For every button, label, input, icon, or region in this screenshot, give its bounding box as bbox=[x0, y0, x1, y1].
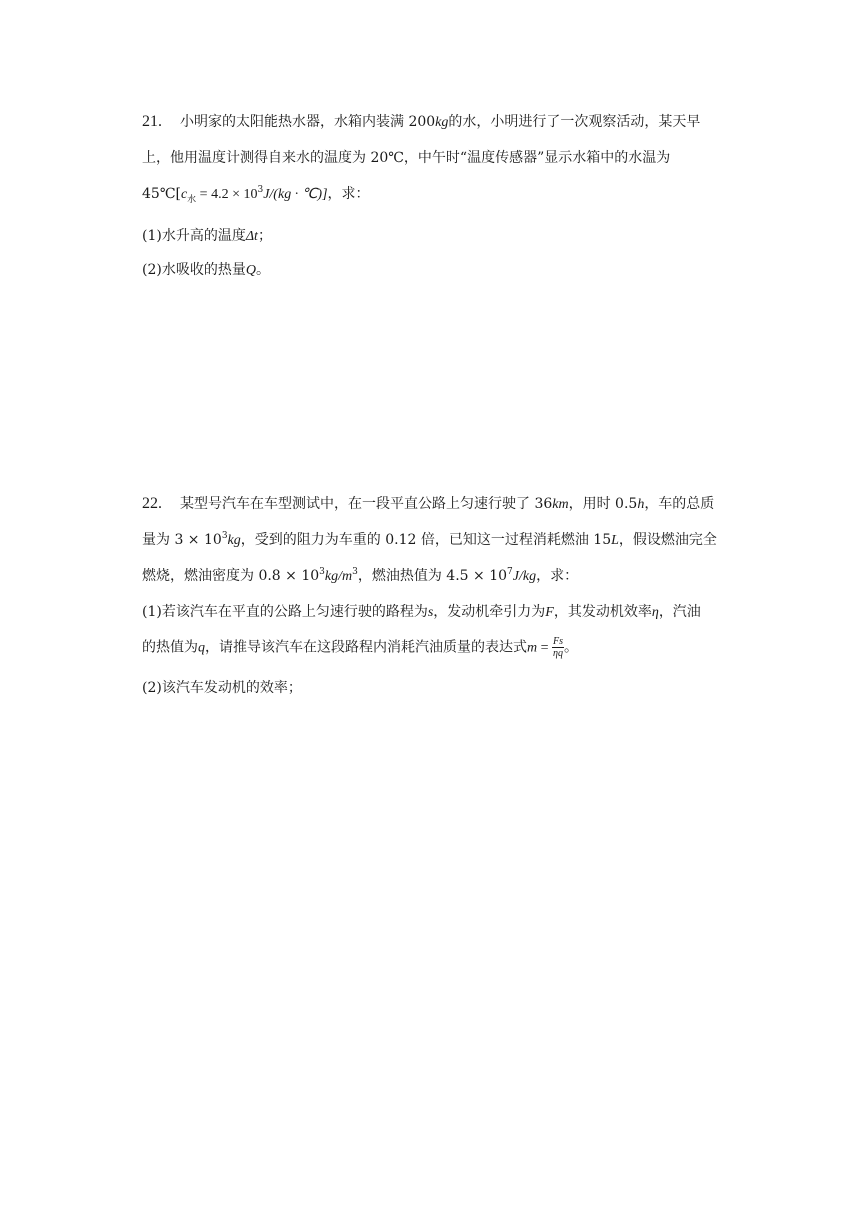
q22-unit-km: km bbox=[552, 497, 569, 512]
q22-symbol-eta: η bbox=[651, 605, 659, 620]
q21-part2-end: 。 bbox=[255, 262, 270, 278]
q22-text: ，用时 0.5 bbox=[568, 496, 638, 512]
q22-part1-text: ，其发动机效率 bbox=[553, 604, 652, 620]
q22-exponent: 3 bbox=[319, 567, 325, 577]
q22-part1-end: 。 bbox=[564, 639, 579, 656]
q22-unit-kg: kg bbox=[227, 533, 241, 548]
q21-part-2 bbox=[142, 260, 270, 281]
q21-symbol-dt: Δt bbox=[245, 229, 258, 244]
q22-line-1 bbox=[142, 494, 714, 515]
q22-line-3 bbox=[142, 566, 578, 587]
q22-fraction-denominator: ηq bbox=[553, 648, 564, 659]
q22-text: ，受到的阻力为车重的 0.12 倍，已知这一过程消耗燃油 15 bbox=[240, 532, 612, 548]
q21-subscript: 水 bbox=[187, 195, 197, 205]
q22-part1-text: ，汽油 bbox=[658, 604, 701, 620]
q22-unit-density: kg/m bbox=[324, 569, 353, 584]
q21-unit-kg: kg bbox=[435, 115, 449, 130]
q21-part2-text: (2)水吸收的热量 bbox=[142, 262, 246, 278]
q22-text: 量为 3 × 10 bbox=[142, 532, 222, 548]
q22-unit-L: L bbox=[611, 533, 619, 548]
q22-part1-text: 的热值为 bbox=[142, 639, 198, 656]
q21-part-1 bbox=[142, 226, 272, 247]
q22-text: ，燃油热值为 4.5 × 10 bbox=[357, 568, 508, 584]
q21-line-2 bbox=[142, 148, 670, 168]
q22-text: 燃烧，燃油密度为 0.8 × 10 bbox=[142, 568, 320, 584]
q22-line-2 bbox=[142, 530, 717, 551]
q21-formula: = 4.2 × 10 bbox=[196, 187, 258, 202]
q21-text: 45℃[ bbox=[142, 186, 181, 202]
q21-text: 小明家的太阳能热水器，水箱内装满 200 bbox=[180, 114, 436, 130]
q21-text: ，求： bbox=[327, 186, 370, 202]
q21-exponent: 3 bbox=[257, 185, 264, 195]
q21-part1-text: (1)水升高的温度 bbox=[142, 228, 246, 244]
q22-symbol-F: F bbox=[545, 605, 554, 620]
q22-part-1-line-1 bbox=[142, 602, 701, 623]
q22-part1-text: (1)若该汽车在平直的公路上匀速行驶的路程为 bbox=[142, 604, 428, 620]
q22-text: ，求： bbox=[536, 568, 579, 584]
q22-fraction-numerator: Fs bbox=[553, 636, 564, 647]
q21-unit-J: J bbox=[263, 187, 270, 202]
q22-unit-h: h bbox=[637, 497, 645, 512]
q21-part1-end: ； bbox=[257, 228, 272, 244]
q22-unit-heat: J/kg bbox=[512, 569, 537, 584]
q22-symbol-q: q bbox=[198, 640, 205, 656]
q21-symbol-c: c bbox=[180, 187, 188, 202]
q22-equals: = bbox=[537, 640, 553, 656]
q22-exponent: 3 bbox=[352, 567, 358, 577]
q22-symbol-m: m bbox=[527, 640, 538, 656]
q21-number: 21. bbox=[142, 113, 162, 130]
q22-part2-text: (2)该汽车发动机的效率； bbox=[142, 680, 302, 696]
q22-part-2 bbox=[142, 678, 302, 698]
q21-text: 的水，小明进行了一次观察活动，某天早 bbox=[448, 114, 701, 130]
q22-part1-text: ，发动机牵引力为 bbox=[433, 604, 546, 620]
q22-text: 某型号汽车在车型测试中，在一段平直公路上匀速行驶了 36 bbox=[180, 496, 553, 512]
q21-unit-kg: /(kg · ℃)] bbox=[269, 187, 328, 202]
q21-symbol-Q: Q bbox=[245, 263, 256, 278]
q21-line-1 bbox=[142, 112, 700, 133]
q22-symbol-s: s bbox=[427, 605, 434, 620]
q22-text: ，车的总质 bbox=[644, 496, 715, 512]
q21-line-3 bbox=[142, 184, 370, 205]
q21-text: 上，他用温度计测得自来水的温度为 20℃，中午时“温度传感器”显示水箱中的水温为 bbox=[142, 150, 671, 166]
q22-exponent: 7 bbox=[507, 567, 513, 577]
q22-part-1-line-2 bbox=[142, 636, 578, 659]
q22-fraction bbox=[552, 636, 564, 659]
q22-exponent: 3 bbox=[221, 531, 228, 541]
q22-part1-text: ，请推导该汽车在这段路程内消耗汽油质量的表达式 bbox=[205, 639, 527, 656]
q22-number: 22. bbox=[142, 495, 162, 512]
q22-text: ，假设燃油完全 bbox=[618, 532, 717, 548]
